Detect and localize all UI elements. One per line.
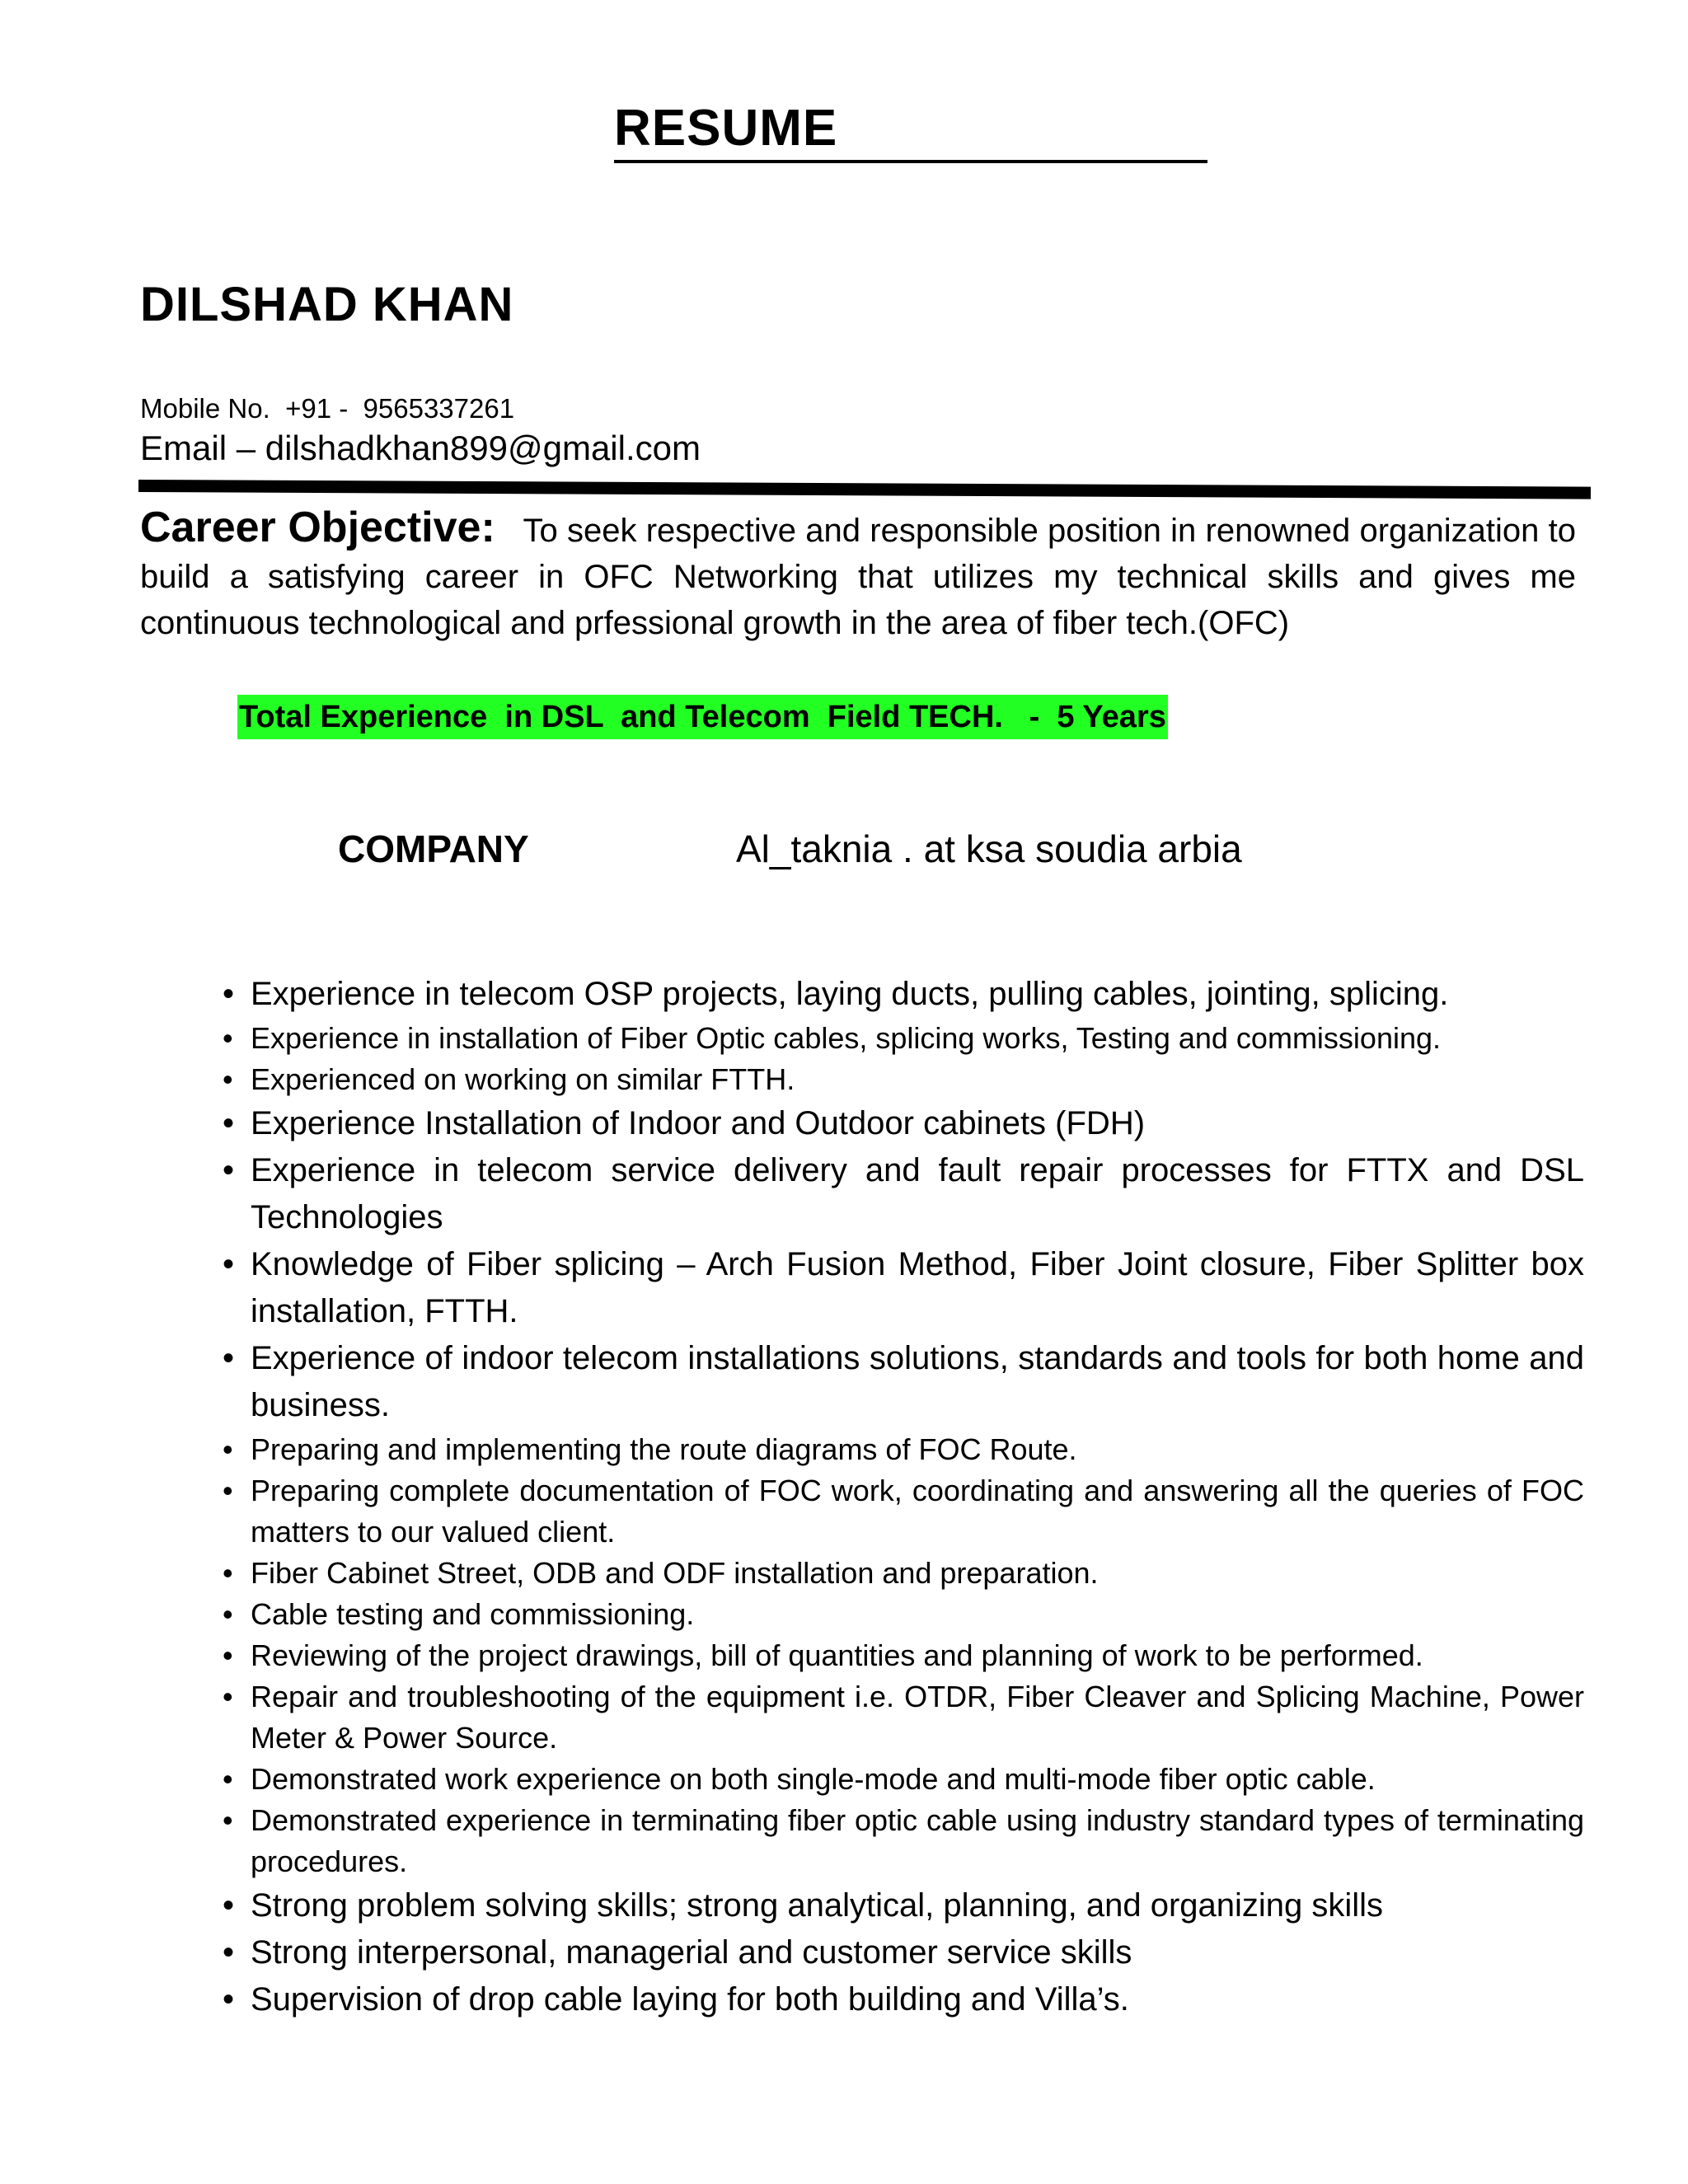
list-item: • Experience in telecom service delivery and fault repair processes for FTTX and DSL Technologies xyxy=(223,1147,1584,1241)
list-item: • Demonstrated work experience on both single-mode and multi-mode fiber optic cable. xyxy=(223,1759,1584,1800)
mobile-number: Mobile No. +91 - 9565337261 xyxy=(140,393,515,424)
list-item: • Demonstrated experience in terminating fiber optic cable using industry standard types of terminating procedures. xyxy=(223,1800,1584,1882)
list-item: • Fiber Cabinet Street, ODB and ODF installation and preparation. xyxy=(223,1553,1584,1594)
list-item: • Repair and troubleshooting of the equipment i.e. OTDR, Fiber Cleaver and Splicing Machine, Power Meter & Power Source. xyxy=(223,1676,1584,1759)
list-item: • Cable testing and commissioning. xyxy=(223,1594,1584,1635)
list-item: • Preparing complete documentation of FOC work, coordinating and answering all the queries of FOC matters to our valued client. xyxy=(223,1470,1584,1553)
list-item: • Knowledge of Fiber splicing – Arch Fusion Method, Fiber Joint closure, Fiber Splitter box installation, FTTH. xyxy=(223,1241,1584,1335)
experience-list xyxy=(223,971,1584,2023)
list-item: • Experience in installation of Fiber Optic cables, splicing works, Testing and commissioning. xyxy=(223,1018,1584,1059)
email-address: Email – dilshadkhan899@gmail.com xyxy=(140,429,701,467)
career-objective-label: Career Objective: xyxy=(140,504,495,551)
career-objective xyxy=(140,504,1576,646)
list-item: • Strong problem solving skills; strong analytical, planning, and organizing skills xyxy=(223,1882,1584,1929)
list-item: • Supervision of drop cable laying for both building and Villa’s. xyxy=(223,1976,1584,2023)
list-item: • Reviewing of the project drawings, bill of quantities and planning of work to be performed. xyxy=(223,1635,1584,1676)
list-item: • Experience of indoor telecom installations solutions, standards and tools for both home and business. xyxy=(223,1335,1584,1429)
company-name: Al_taknia . at ksa soudia arbia xyxy=(736,827,1242,870)
list-item: • Strong interpersonal, managerial and customer service skills xyxy=(223,1929,1584,1976)
list-item: • Preparing and implementing the route diagrams of FOC Route. xyxy=(223,1429,1584,1470)
list-item: • Experience Installation of Indoor and Outdoor cabinets (FDH) xyxy=(223,1100,1584,1147)
career-objective-text: To seek respective and responsible position in renowned organization to build a satisfying career in OFC Networking that utilizes my technical skills and gives me continuous technological and prfessional growth in the area of fiber tech.(OFC) xyxy=(140,513,1576,641)
company-label: COMPANY xyxy=(338,827,529,870)
career-objective-separator xyxy=(504,513,523,549)
list-item: • Experience in telecom OSP projects, laying ducts, pulling cables, jointing, splicing. xyxy=(223,971,1584,1018)
header-divider xyxy=(138,480,1591,499)
list-item: • Experienced on working on similar FTTH. xyxy=(223,1059,1584,1100)
total-experience-highlight: Total Experience in DSL and Telecom Field TECH. - 5 Years xyxy=(237,695,1168,739)
candidate-name: DILSHAD KHAN xyxy=(140,278,514,331)
resume-title: RESUME xyxy=(614,97,1207,163)
